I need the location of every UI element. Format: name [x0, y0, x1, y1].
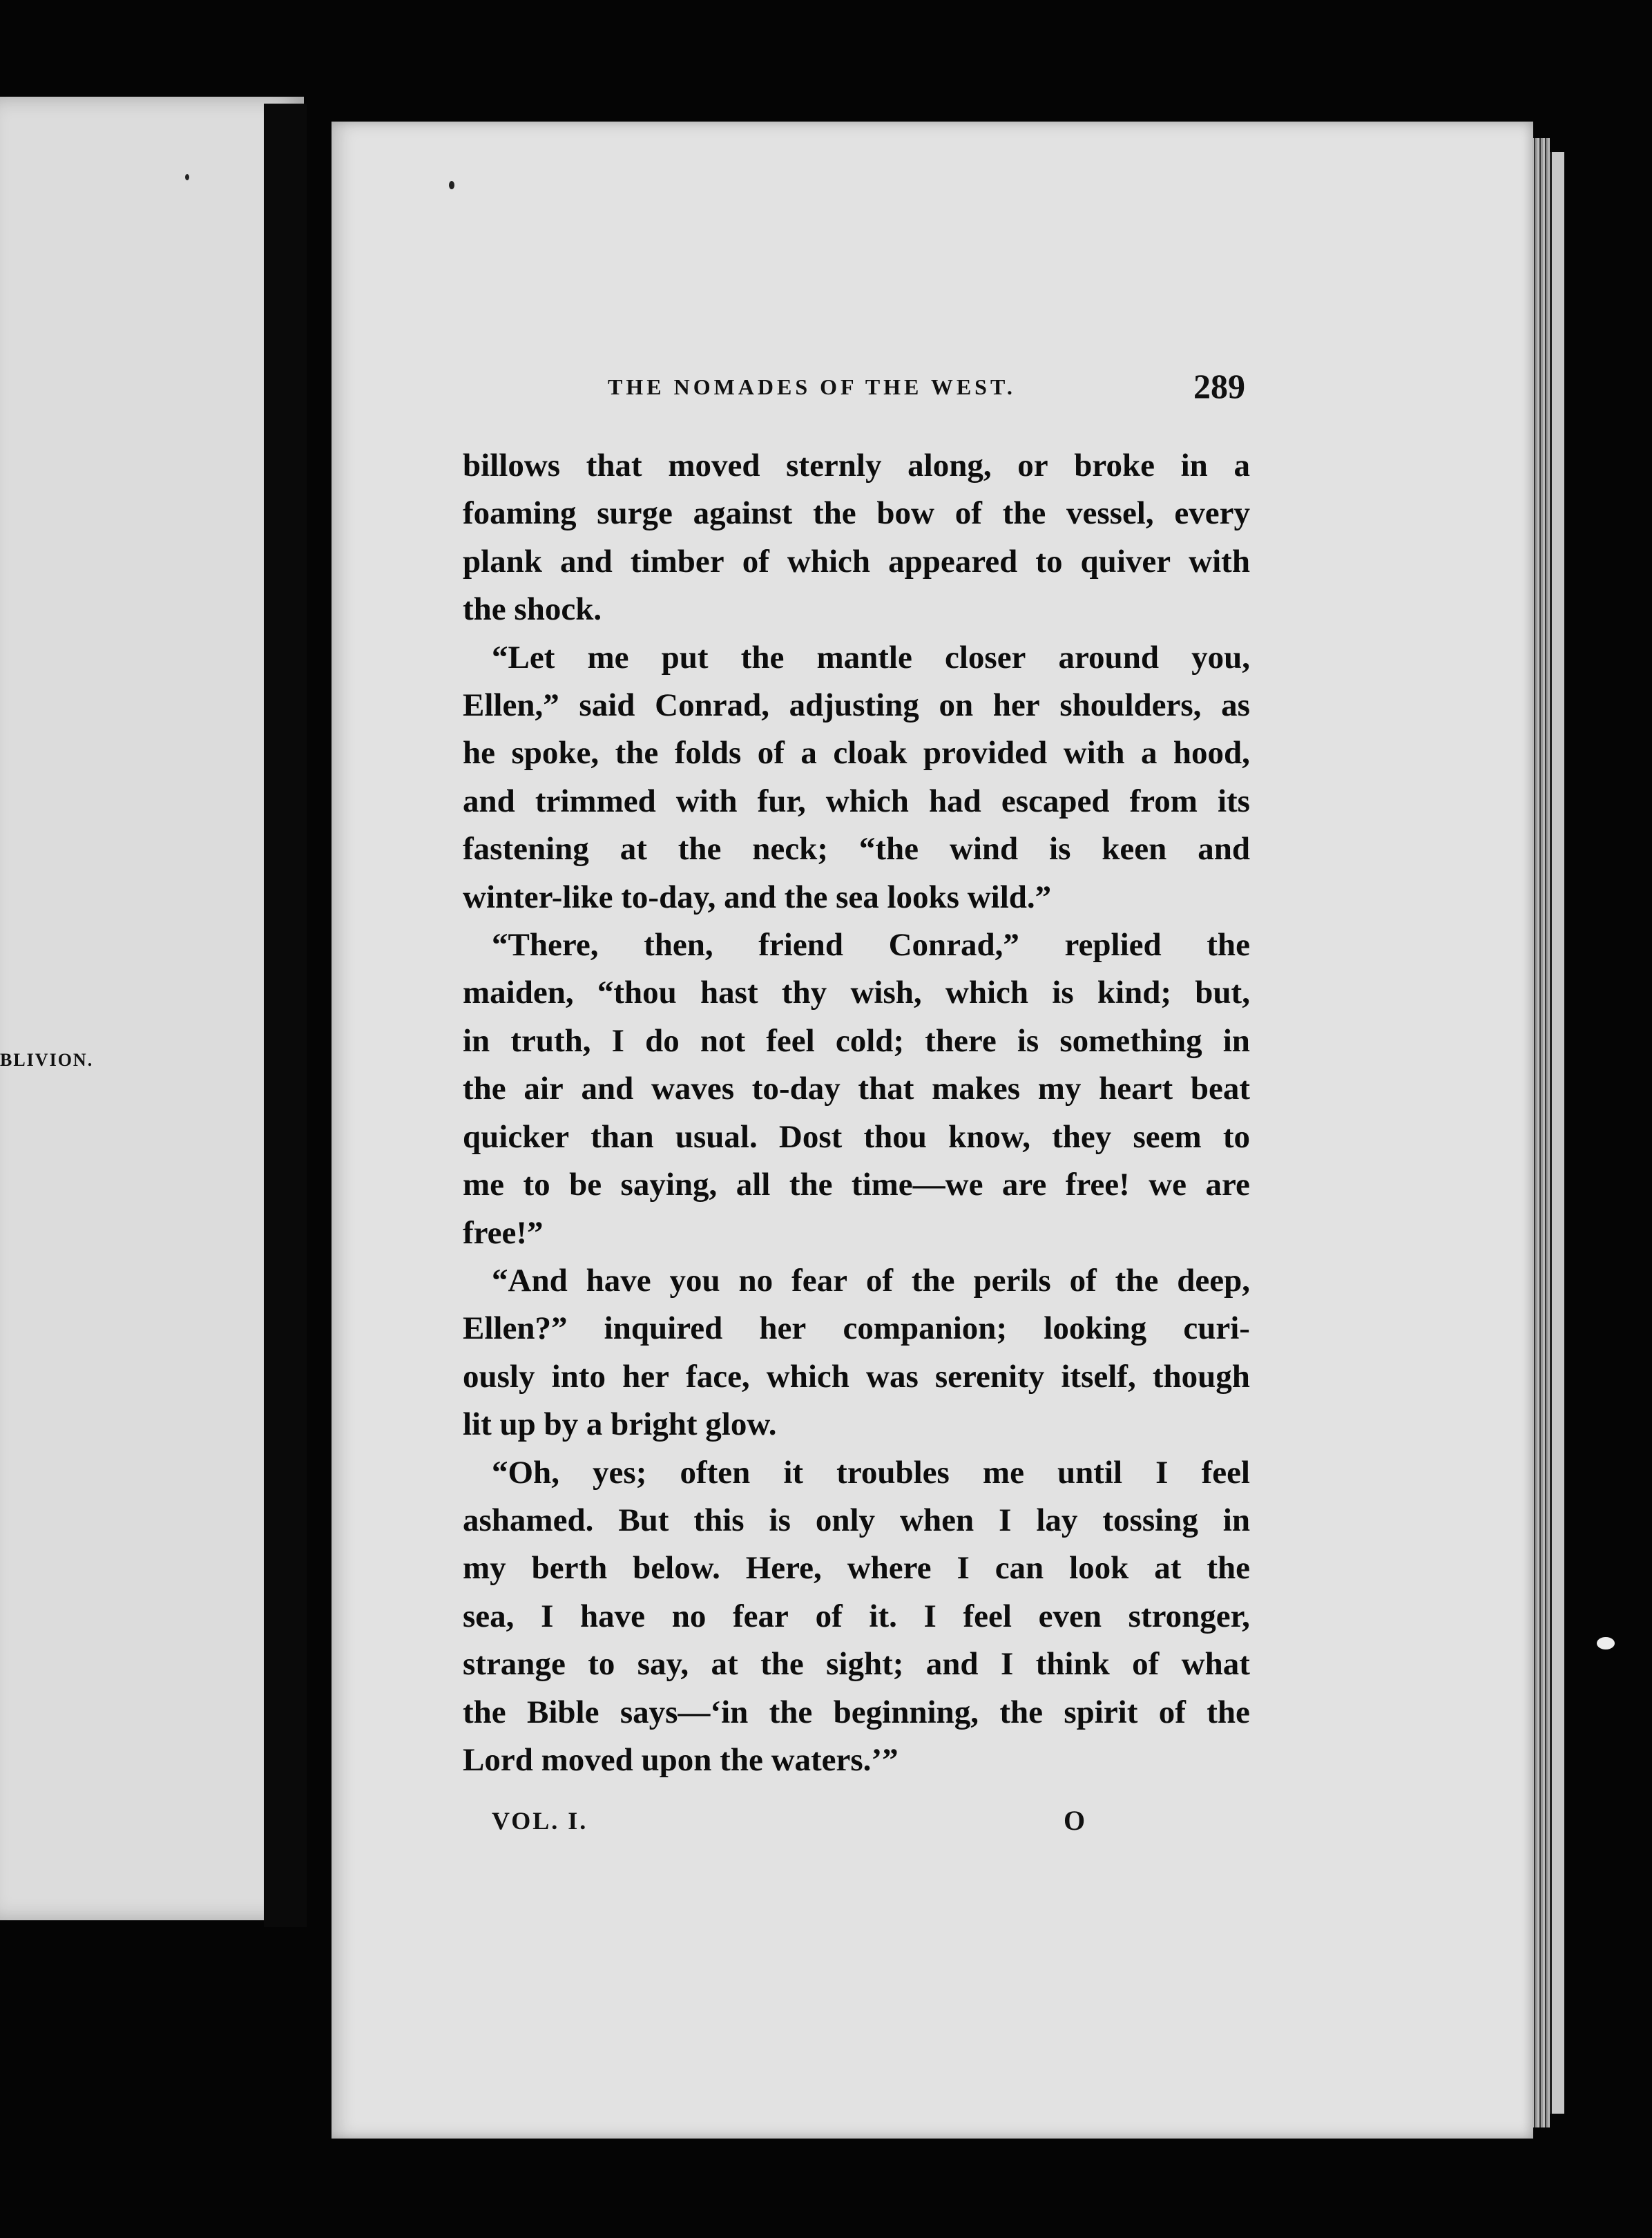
word: broke: [1074, 448, 1155, 484]
word: cloak: [833, 735, 907, 772]
word: the: [1207, 927, 1250, 964]
word: Conrad,: [655, 687, 769, 724]
word: wind: [949, 831, 1019, 868]
word: my: [1037, 1071, 1082, 1107]
word: and: [463, 783, 515, 819]
word: what: [1181, 1646, 1250, 1683]
word: the: [1207, 1550, 1250, 1587]
word: know,: [948, 1118, 1030, 1155]
word: hast: [700, 975, 758, 1011]
scan-speck: [449, 181, 454, 189]
word: yes;: [593, 1454, 647, 1491]
word: time—we: [851, 1167, 983, 1203]
word: fear: [733, 1598, 789, 1634]
word: feel: [1201, 1454, 1250, 1491]
word: which: [766, 1358, 849, 1395]
word: heart: [1099, 1071, 1173, 1107]
word: with: [1189, 543, 1250, 580]
text-line: [463, 442, 1250, 490]
word: to-day: [751, 1071, 841, 1107]
word: with: [1063, 735, 1125, 772]
word: along,: [907, 448, 992, 484]
word: “There,: [492, 927, 599, 964]
word: a: [800, 735, 817, 772]
word: at: [711, 1646, 738, 1683]
word: of: [757, 735, 785, 772]
word: ously: [463, 1358, 535, 1395]
word: “thou: [597, 975, 677, 1011]
word: deep,: [1177, 1262, 1250, 1299]
word: vessel,: [1066, 495, 1154, 532]
word: its: [1217, 783, 1250, 819]
word: sternly: [786, 448, 882, 484]
word: as: [1221, 687, 1250, 724]
word: Bible: [527, 1694, 599, 1730]
word: we: [1149, 1167, 1187, 1203]
word: foaming: [463, 495, 577, 532]
word: berth: [531, 1550, 608, 1587]
word: But: [618, 1502, 669, 1538]
word: which: [825, 783, 909, 819]
word: is: [1049, 831, 1071, 868]
word: Ellen?”: [463, 1310, 568, 1347]
signature-mark: O: [1064, 1805, 1086, 1836]
word: makes: [932, 1071, 1021, 1107]
word: tossing: [1102, 1502, 1198, 1538]
word: serenity: [934, 1358, 1045, 1395]
word: the: [1115, 1262, 1159, 1299]
word: seem: [1133, 1118, 1202, 1155]
word: looking: [1044, 1310, 1147, 1347]
word: me: [982, 1454, 1024, 1491]
word: they: [1052, 1118, 1112, 1155]
word: which: [945, 975, 1029, 1011]
word: beginning,: [833, 1694, 979, 1730]
text-line: [463, 969, 1250, 1017]
word: strange: [463, 1646, 566, 1683]
word: no: [671, 1598, 707, 1634]
word: around: [1058, 639, 1159, 676]
word: hood,: [1173, 735, 1250, 772]
text-line: lit up by a bright glow.: [463, 1406, 777, 1443]
word: bow: [876, 495, 934, 532]
word: her: [759, 1310, 807, 1347]
word: her: [992, 687, 1040, 724]
word: of: [742, 543, 769, 580]
word: folds: [674, 735, 742, 772]
word: trimmed: [535, 783, 656, 819]
word: which: [787, 543, 871, 580]
word: lay: [1036, 1502, 1078, 1538]
text-line: [463, 1544, 1250, 1592]
text-line: [463, 538, 1250, 586]
word: of: [1069, 1262, 1097, 1299]
word: but,: [1195, 975, 1250, 1011]
text-line: [463, 778, 1250, 825]
word: cold;: [835, 1022, 905, 1059]
word: I: [541, 1598, 554, 1634]
word: me: [463, 1167, 505, 1203]
word: kind;: [1097, 975, 1172, 1011]
word: had: [929, 783, 981, 819]
text-line: [463, 490, 1250, 537]
word: beat: [1190, 1071, 1250, 1107]
word: in: [1180, 448, 1208, 484]
word: troubles: [836, 1454, 950, 1491]
word: is: [1052, 975, 1074, 1011]
word: though: [1152, 1358, 1250, 1395]
word: the: [760, 1646, 804, 1683]
book-gutter: [264, 104, 307, 1927]
word: itself,: [1061, 1358, 1136, 1395]
word: the: [911, 1262, 955, 1299]
word: is: [769, 1502, 791, 1538]
word: of: [954, 495, 982, 532]
word: fur,: [757, 783, 806, 819]
word: no: [738, 1262, 774, 1299]
word: this: [693, 1502, 745, 1538]
word: when: [900, 1502, 974, 1538]
word: wish,: [850, 975, 922, 1011]
text-line: [463, 1689, 1250, 1737]
word: surge: [597, 495, 673, 532]
word: of: [1158, 1694, 1186, 1730]
word: the: [463, 1694, 506, 1730]
text-line: Lord moved upon the waters.’”: [463, 1741, 899, 1778]
word: to: [1035, 543, 1063, 580]
word: quicker: [463, 1118, 570, 1155]
word: adjusting: [789, 687, 919, 724]
word: to: [1222, 1118, 1250, 1155]
word: and: [1198, 831, 1250, 868]
word: until: [1057, 1454, 1123, 1491]
word: Ellen,”: [463, 687, 559, 724]
word: and: [560, 543, 613, 580]
word: the: [999, 1694, 1043, 1730]
word: the: [615, 735, 659, 772]
word: “Oh,: [492, 1454, 559, 1491]
word: or: [1017, 448, 1048, 484]
word: I: [923, 1598, 937, 1634]
word: free!: [1065, 1167, 1130, 1203]
word: below.: [633, 1550, 720, 1587]
word: are: [1205, 1167, 1250, 1203]
word: replied: [1064, 927, 1162, 964]
word: he: [463, 735, 495, 772]
word: Dost: [778, 1118, 843, 1155]
text-line: [463, 1305, 1250, 1352]
word: feel: [766, 1022, 815, 1059]
word: in: [1222, 1022, 1250, 1059]
word: the: [740, 639, 785, 676]
text-line: [463, 634, 1250, 682]
word: timber: [630, 543, 724, 580]
word: every: [1174, 495, 1250, 532]
word: “Let: [492, 639, 555, 676]
word: said: [579, 687, 635, 724]
word: at: [1154, 1550, 1182, 1587]
word: look: [1069, 1550, 1129, 1587]
word: the: [1207, 1694, 1250, 1730]
word: neck;: [752, 831, 828, 868]
text-line: [463, 1161, 1250, 1209]
word: from: [1129, 783, 1198, 819]
word: the: [789, 1167, 833, 1203]
word: Conrad,”: [888, 927, 1019, 964]
word: be: [569, 1167, 602, 1203]
word: I: [999, 1502, 1012, 1538]
word: of: [1132, 1646, 1160, 1683]
word: was: [866, 1358, 919, 1395]
text-line: winter-like to-day, and the sea looks wild.”: [463, 879, 1052, 915]
word: appeared: [888, 543, 1018, 580]
word: it: [783, 1454, 804, 1491]
word: perils: [973, 1262, 1051, 1299]
word: mantle: [816, 639, 912, 676]
text-line: [463, 1641, 1250, 1688]
word: you: [669, 1262, 720, 1299]
word: moved: [668, 448, 760, 484]
text-line: the shock.: [463, 591, 602, 628]
word: provided: [923, 735, 1048, 772]
word: say,: [637, 1646, 689, 1683]
word: then,: [644, 927, 713, 964]
word: stronger,: [1128, 1598, 1250, 1634]
scan-speck: [1597, 1637, 1615, 1649]
text-line: [463, 1449, 1250, 1497]
running-head: THE NOMADES OF THE WEST.: [608, 374, 1016, 399]
page-number: 289: [1193, 367, 1245, 405]
word: billows: [463, 448, 561, 484]
book-cover-edge: [1550, 152, 1564, 2114]
text-line: free!”: [463, 1214, 544, 1251]
word: thou: [863, 1118, 927, 1155]
word: into: [551, 1358, 606, 1395]
word: friend: [758, 927, 843, 964]
word: fastening: [463, 831, 589, 868]
word: Here,: [745, 1550, 822, 1587]
word: that: [858, 1071, 914, 1107]
text-line: [463, 1353, 1250, 1401]
word: have: [586, 1262, 651, 1299]
word: closer: [944, 639, 1026, 676]
word: even: [1038, 1598, 1102, 1634]
body-text: [463, 442, 1250, 1784]
footer-volume: VOL. I.: [492, 1807, 588, 1835]
word: you,: [1191, 639, 1250, 676]
word: shoulders,: [1059, 687, 1202, 724]
word: of: [865, 1262, 893, 1299]
word: maiden,: [463, 975, 574, 1011]
text-line: [463, 825, 1250, 873]
word: where: [847, 1550, 932, 1587]
word: curi-: [1183, 1310, 1250, 1347]
text-line: [463, 1593, 1250, 1641]
word: have: [580, 1598, 646, 1634]
word: fear: [791, 1262, 847, 1299]
word: air: [524, 1071, 564, 1107]
text-line: [463, 1017, 1250, 1065]
text-line: [463, 1113, 1250, 1161]
word: put: [661, 639, 709, 676]
word: the: [678, 831, 722, 868]
word: face,: [686, 1358, 750, 1395]
word: me: [587, 639, 629, 676]
word: inquired: [604, 1310, 723, 1347]
word: something: [1059, 1022, 1202, 1059]
word: in: [463, 1022, 490, 1059]
word: it.: [869, 1598, 897, 1634]
word: says—‘in: [620, 1694, 749, 1730]
word: usual.: [675, 1118, 758, 1155]
word: of: [815, 1598, 843, 1634]
word: keen: [1102, 831, 1167, 868]
word: the: [1002, 495, 1046, 532]
word: truth,: [510, 1022, 591, 1059]
word: is: [1017, 1022, 1039, 1059]
word: companion;: [843, 1310, 1008, 1347]
word: there: [925, 1022, 997, 1059]
word: think: [1035, 1646, 1110, 1683]
text-line: [463, 729, 1250, 777]
word: on: [939, 687, 974, 724]
word: her: [622, 1358, 669, 1395]
word: “the: [858, 831, 919, 868]
word: a: [1233, 448, 1250, 484]
word: ashamed.: [463, 1502, 594, 1538]
word: at: [620, 831, 647, 868]
text-line: [463, 1065, 1250, 1113]
word: only: [815, 1502, 876, 1538]
word: against: [693, 495, 793, 532]
word: spoke,: [511, 735, 599, 772]
word: quiver: [1080, 543, 1171, 580]
word: that: [586, 448, 642, 484]
page-stack-edge: [1532, 138, 1550, 2127]
word: escaped: [1001, 783, 1110, 819]
text-line: [463, 921, 1250, 969]
word: the: [463, 1071, 506, 1107]
word: I: [957, 1550, 970, 1587]
word: not: [700, 1022, 746, 1059]
word: I: [611, 1022, 624, 1059]
word: are: [1001, 1167, 1047, 1203]
word: I: [1155, 1454, 1169, 1491]
word: plank: [463, 543, 542, 580]
word: with: [675, 783, 738, 819]
text-line: [463, 1497, 1250, 1544]
word: in: [1222, 1502, 1250, 1538]
text-line: [463, 1257, 1250, 1305]
word: spirit: [1064, 1694, 1138, 1730]
word: thy: [781, 975, 827, 1011]
word: the: [813, 495, 856, 532]
word: “And: [492, 1262, 568, 1299]
word: do: [645, 1022, 680, 1059]
previous-page-running-head: BLIVION.: [0, 1050, 94, 1070]
word: to: [523, 1167, 550, 1203]
word: can: [995, 1550, 1044, 1587]
word: sight;: [826, 1646, 904, 1683]
word: and: [581, 1071, 634, 1107]
text-line: [463, 682, 1250, 729]
word: all: [736, 1167, 771, 1203]
word: a: [1140, 735, 1158, 772]
previous-page-text-area: [0, 0, 138, 2238]
word: than: [590, 1118, 654, 1155]
word: and: [925, 1646, 979, 1683]
scan-speck: [185, 174, 189, 180]
word: the: [769, 1694, 813, 1730]
word: sea,: [463, 1598, 515, 1634]
word: my: [463, 1550, 506, 1587]
word: I: [1000, 1646, 1014, 1683]
word: waves: [651, 1071, 735, 1107]
word: feel: [963, 1598, 1012, 1634]
word: often: [680, 1454, 751, 1491]
word: to: [588, 1646, 615, 1683]
word: saying,: [620, 1167, 718, 1203]
